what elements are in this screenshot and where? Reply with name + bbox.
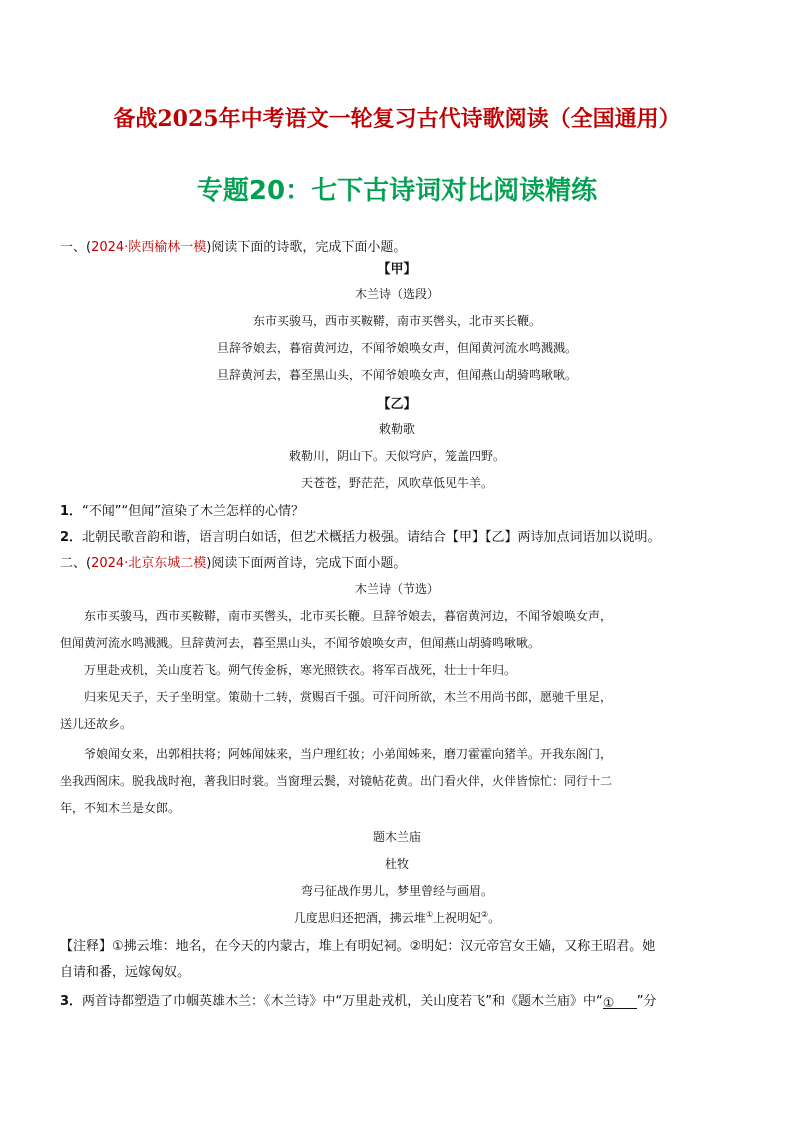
question-number: 1．	[60, 504, 83, 519]
poem3-paragraph-line: 年，不知木兰是女郎。	[60, 801, 181, 815]
poem3-paragraph-line: 坐我西阁床。脱我战时袍，著我旧时裳。当窗理云鬓，对镜帖花黄。出门看火伴，火伴皆惊忙：同行十二	[60, 774, 613, 788]
poem4-line-part: 上祝明妃	[432, 911, 481, 925]
poem4-line-part: 。	[488, 911, 501, 925]
poem1-line: 旦辞爷娘去，暮宿黄河边，不闻爷娘唤女声，但闻黄河流水鸣溅溅。	[216, 341, 577, 355]
poem3-paragraph-line: 爷娘闻女来，出郭相扶将；阿姊闻妹来，当户理红妆；小弟闻姊来，磨刀霍霍向猪羊。开我东阁门，	[84, 747, 613, 761]
poem1-title: 木兰诗（选段）	[354, 287, 439, 301]
section2-prefix: 二、(	[60, 556, 92, 571]
poem3-paragraph-line: 归来见天子，天子坐明堂。策勋十二转，赏赐百千强。可汗问所欲，木兰不用尚书郎，愿驰千里足，	[84, 690, 613, 704]
poem2-line: 天苍苍，野茫茫，风吹草低见牛羊。	[300, 476, 493, 490]
poem3-paragraph-line: 但闻黄河流水鸣溅溅。旦辞黄河去，暮至黑山头，不闻爷娘唤女声，但闻燕山胡骑鸣啾啾。	[60, 636, 541, 650]
annotation-line: 【注释】①拂云堆：地名，在今天的内蒙古，堆上有明妃祠。②明妃：汉元帝宫女王嫱，又称王昭君。她	[60, 939, 656, 954]
section2-heading	[60, 552, 406, 571]
document-title: 备战2025年中考语文一轮复习古代诗歌阅读（全国通用）	[113, 106, 681, 132]
poem3-paragraph-line: 送儿还故乡。	[60, 717, 133, 731]
poem3-paragraph-line: 万里赴戎机，关山度若飞。朔气传金柝，寒光照铁衣。将军百战死，壮士十年归。	[84, 663, 517, 677]
section2-source: 2024·北京东城二模	[91, 556, 207, 571]
poem2-line: 敕勒川，阴山下。天似穹庐，笼盖四野。	[288, 449, 505, 463]
footnote-mark: ②	[481, 910, 489, 919]
label-jia: 【甲】	[377, 262, 417, 277]
question-text: 两首诗都塑造了巾帼英雄木兰：《木兰诗》中“万里赴戎机，关山度若飞”和《题木兰庙》中“	[82, 994, 603, 1009]
poem2-title: 敕勒歌	[378, 422, 415, 436]
section1-source: 2024·陕西榆林一模	[91, 240, 207, 255]
poem4-title: 题木兰庙	[372, 830, 421, 844]
section1-heading	[60, 236, 406, 255]
poem3-title: 木兰诗（节选）	[354, 582, 439, 596]
poem1-line: 东市买骏马，西市买鞍鞯，南市买辔头，北市买长鞭。	[252, 314, 541, 328]
question-text: 北朝民歌音韵和谐，语言明白如话，但艺术概括力极强。请结合【甲】【乙】两诗加点词语加以说明。	[82, 530, 661, 545]
poem4-author: 杜牧	[384, 857, 409, 871]
poem4-line: 弯弓征战作男儿，梦里曾经与画眉。	[300, 884, 493, 898]
question-number: 3．	[60, 994, 83, 1009]
poem3-paragraph-line: 东市买骏马，西市买鞍鞯，南市买辔头，北市买长鞭。旦辞爷娘去，暮宿黄河边，不闻爷娘唤女声，	[84, 609, 613, 623]
poem1-line: 旦辞黄河去，暮至黑山头，不闻爷娘唤女声，但闻燕山胡骑鸣啾啾。	[216, 368, 577, 382]
question-1	[60, 500, 304, 519]
question-3	[60, 990, 657, 1009]
label-yi: 【乙】	[377, 397, 417, 412]
question-number: 2．	[60, 530, 83, 545]
poem4-line-part: 几度思归还把酒，拂云堆	[293, 911, 426, 925]
section1-suffix: )阅读下面的诗歌，完成下面小题。	[206, 240, 407, 255]
blank-mark: ①	[602, 996, 615, 1011]
answer-blank[interactable]	[603, 996, 637, 1009]
annotation-line: 自请和番，远嫁匈奴。	[60, 965, 191, 980]
question-2	[60, 526, 661, 545]
footnote-mark: ①	[425, 910, 433, 919]
poem4-line	[0, 909, 794, 926]
section2-suffix: )阅读下面两首诗，完成下面小题。	[206, 556, 407, 571]
section1-prefix: 一、(	[60, 240, 92, 255]
document-subtitle: 专题20：七下古诗词对比阅读精练	[196, 176, 598, 206]
question-text: “不闻”“但闻”渲染了木兰怎样的心情？	[82, 504, 304, 519]
question-tail: ”分	[636, 994, 657, 1009]
